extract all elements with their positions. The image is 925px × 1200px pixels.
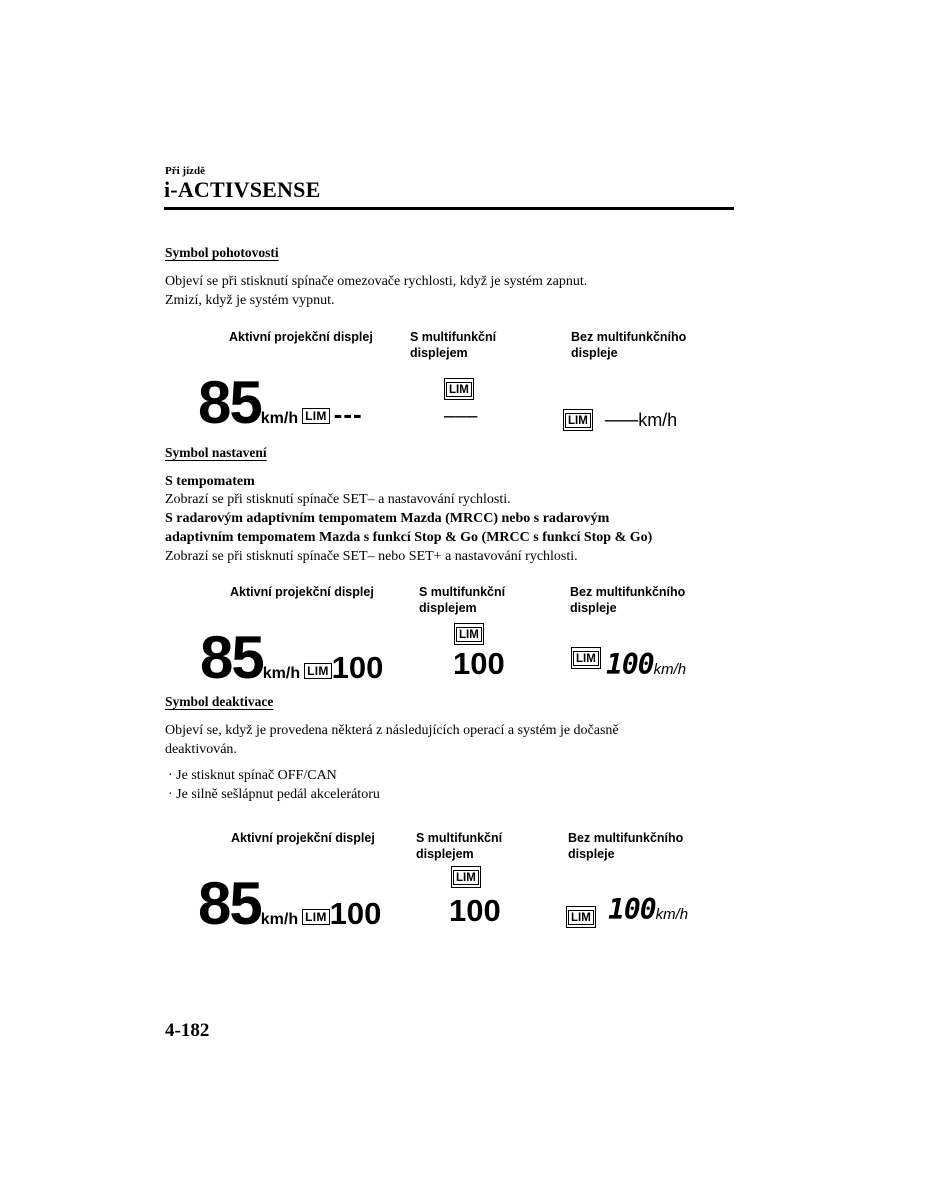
multi-display-deactivated-value: 100: [449, 893, 501, 928]
mrcc-subheading-2: adaptivním tempomatem Mazda s funkcí Stop & Go (MRCC s funkcí Stop & Go): [165, 530, 653, 545]
speed-readout: 85: [198, 870, 261, 937]
column-label-multi-line1: S multifunkční: [416, 831, 503, 845]
cruise-text: Zobrazí se při stisknutí spínače SET– a nastavování rychlosti.: [165, 492, 511, 507]
column-label-no-multi: [571, 329, 686, 361]
column-label-hud: Aktivní projekční displej: [229, 330, 373, 344]
section-heading-deactivation: Symbol deaktivace: [165, 694, 274, 709]
multi-display-standby-dashes: –––: [444, 405, 478, 427]
column-label-no-multi: [568, 830, 683, 862]
segment-speed: 100: [608, 893, 656, 926]
page-number: 4-182: [165, 1020, 210, 1041]
speed-unit: km/h: [655, 906, 689, 923]
column-label-no-multi-line1: Bez multifunkčního: [568, 831, 684, 845]
lim-icon: LIM: [454, 623, 484, 645]
column-label-multi-line1: S multifunkční: [410, 330, 497, 344]
lim-icon: LIM: [451, 866, 481, 888]
lim-icon: LIM: [444, 378, 474, 400]
set-speed-dashes: ---: [333, 399, 363, 429]
column-label-no-multi-line2: displeje: [570, 601, 617, 615]
hud-display-deactivated: [198, 870, 382, 937]
lim-icon: LIM: [302, 408, 330, 424]
speed-unit: km/h: [260, 911, 299, 928]
multi-display-deactivated-lim: [451, 866, 481, 888]
standby-text-1: Objeví se při stisknutí spínače omezovače rychlosti, když je systém zapnut.: [165, 274, 588, 289]
column-label-no-multi: [570, 584, 685, 616]
no-multi-display-deactivated-lim: [566, 906, 596, 928]
title-rule: [164, 207, 734, 210]
segment-speed: 100: [606, 648, 654, 681]
standby-text-2: Zmizí, když je systém vypnut.: [165, 293, 335, 308]
set-speed-value: 100: [329, 896, 382, 931]
column-label-no-multi-line2: displeje: [568, 847, 615, 861]
list-item: · Je silně sešlápnut pedál akcelerátoru: [168, 787, 380, 802]
hud-display-setting: [200, 624, 384, 691]
lim-icon: LIM: [302, 909, 330, 925]
set-speed-value: 100: [331, 650, 384, 685]
section-heading-setting: Symbol nastavení: [165, 445, 267, 460]
column-label-multi-line2: displejem: [410, 346, 468, 360]
speed-unit: km/h: [262, 665, 301, 682]
no-multi-display-deactivated-value: [608, 893, 688, 926]
multi-display-setting-lim: [454, 623, 484, 645]
hud-display-standby: [198, 369, 363, 436]
deactivation-text-1: Objeví se, když je provedena některá z následujících operací a systém je dočasně: [165, 723, 619, 738]
column-label-hud: Aktivní projekční displej: [231, 831, 375, 845]
column-label-no-multi-line1: Bez multifunkčního: [571, 330, 687, 344]
speed-unit: km/h: [653, 661, 687, 678]
multi-display-setting-value: 100: [453, 646, 505, 681]
column-label-no-multi-line2: displeje: [571, 346, 618, 360]
column-label-no-multi-line1: Bez multifunkčního: [570, 585, 686, 599]
section-heading-standby: Symbol pohotovosti: [165, 245, 279, 260]
column-label-hud: Aktivní projekční displej: [230, 585, 374, 599]
no-multi-display-setting-value: [606, 648, 686, 681]
deactivation-list: [168, 766, 380, 804]
lim-icon: LIM: [563, 409, 593, 431]
set-speed-dashes: –––: [604, 409, 639, 431]
no-multi-display-standby: [563, 409, 677, 432]
speed-unit: km/h: [260, 410, 299, 427]
no-multi-display-setting-lim: [571, 647, 601, 669]
speed-readout: 85: [198, 369, 261, 436]
mrcc-text: Zobrazí se při stisknutí spínače SET– nebo SET+ a nastavování rychlosti.: [165, 549, 578, 564]
speed-unit: km/h: [638, 410, 678, 430]
column-label-multi: [416, 830, 502, 862]
lim-icon: LIM: [566, 906, 596, 928]
column-label-multi-line1: S multifunkční: [419, 585, 506, 599]
deactivation-text-2: deaktivován.: [165, 742, 237, 757]
page-title: i-ACTIVSENSE: [164, 177, 321, 202]
mrcc-subheading-1: S radarovým adaptivním tempomatem Mazda (MRCC) nebo s radarovým: [165, 511, 610, 526]
cruise-subheading: S tempomatem: [165, 474, 255, 489]
lim-icon: LIM: [304, 663, 332, 679]
multi-display-standby-lim: [444, 378, 474, 400]
list-item: · Je stisknut spínač OFF/CAN: [168, 768, 337, 783]
column-label-multi: [419, 584, 505, 616]
column-label-multi: [410, 329, 496, 361]
column-label-multi-line2: displejem: [416, 847, 474, 861]
speed-readout: 85: [200, 624, 263, 691]
column-label-multi-line2: displejem: [419, 601, 477, 615]
lim-icon: LIM: [571, 647, 601, 669]
breadcrumb: Při jízdě: [165, 165, 206, 177]
